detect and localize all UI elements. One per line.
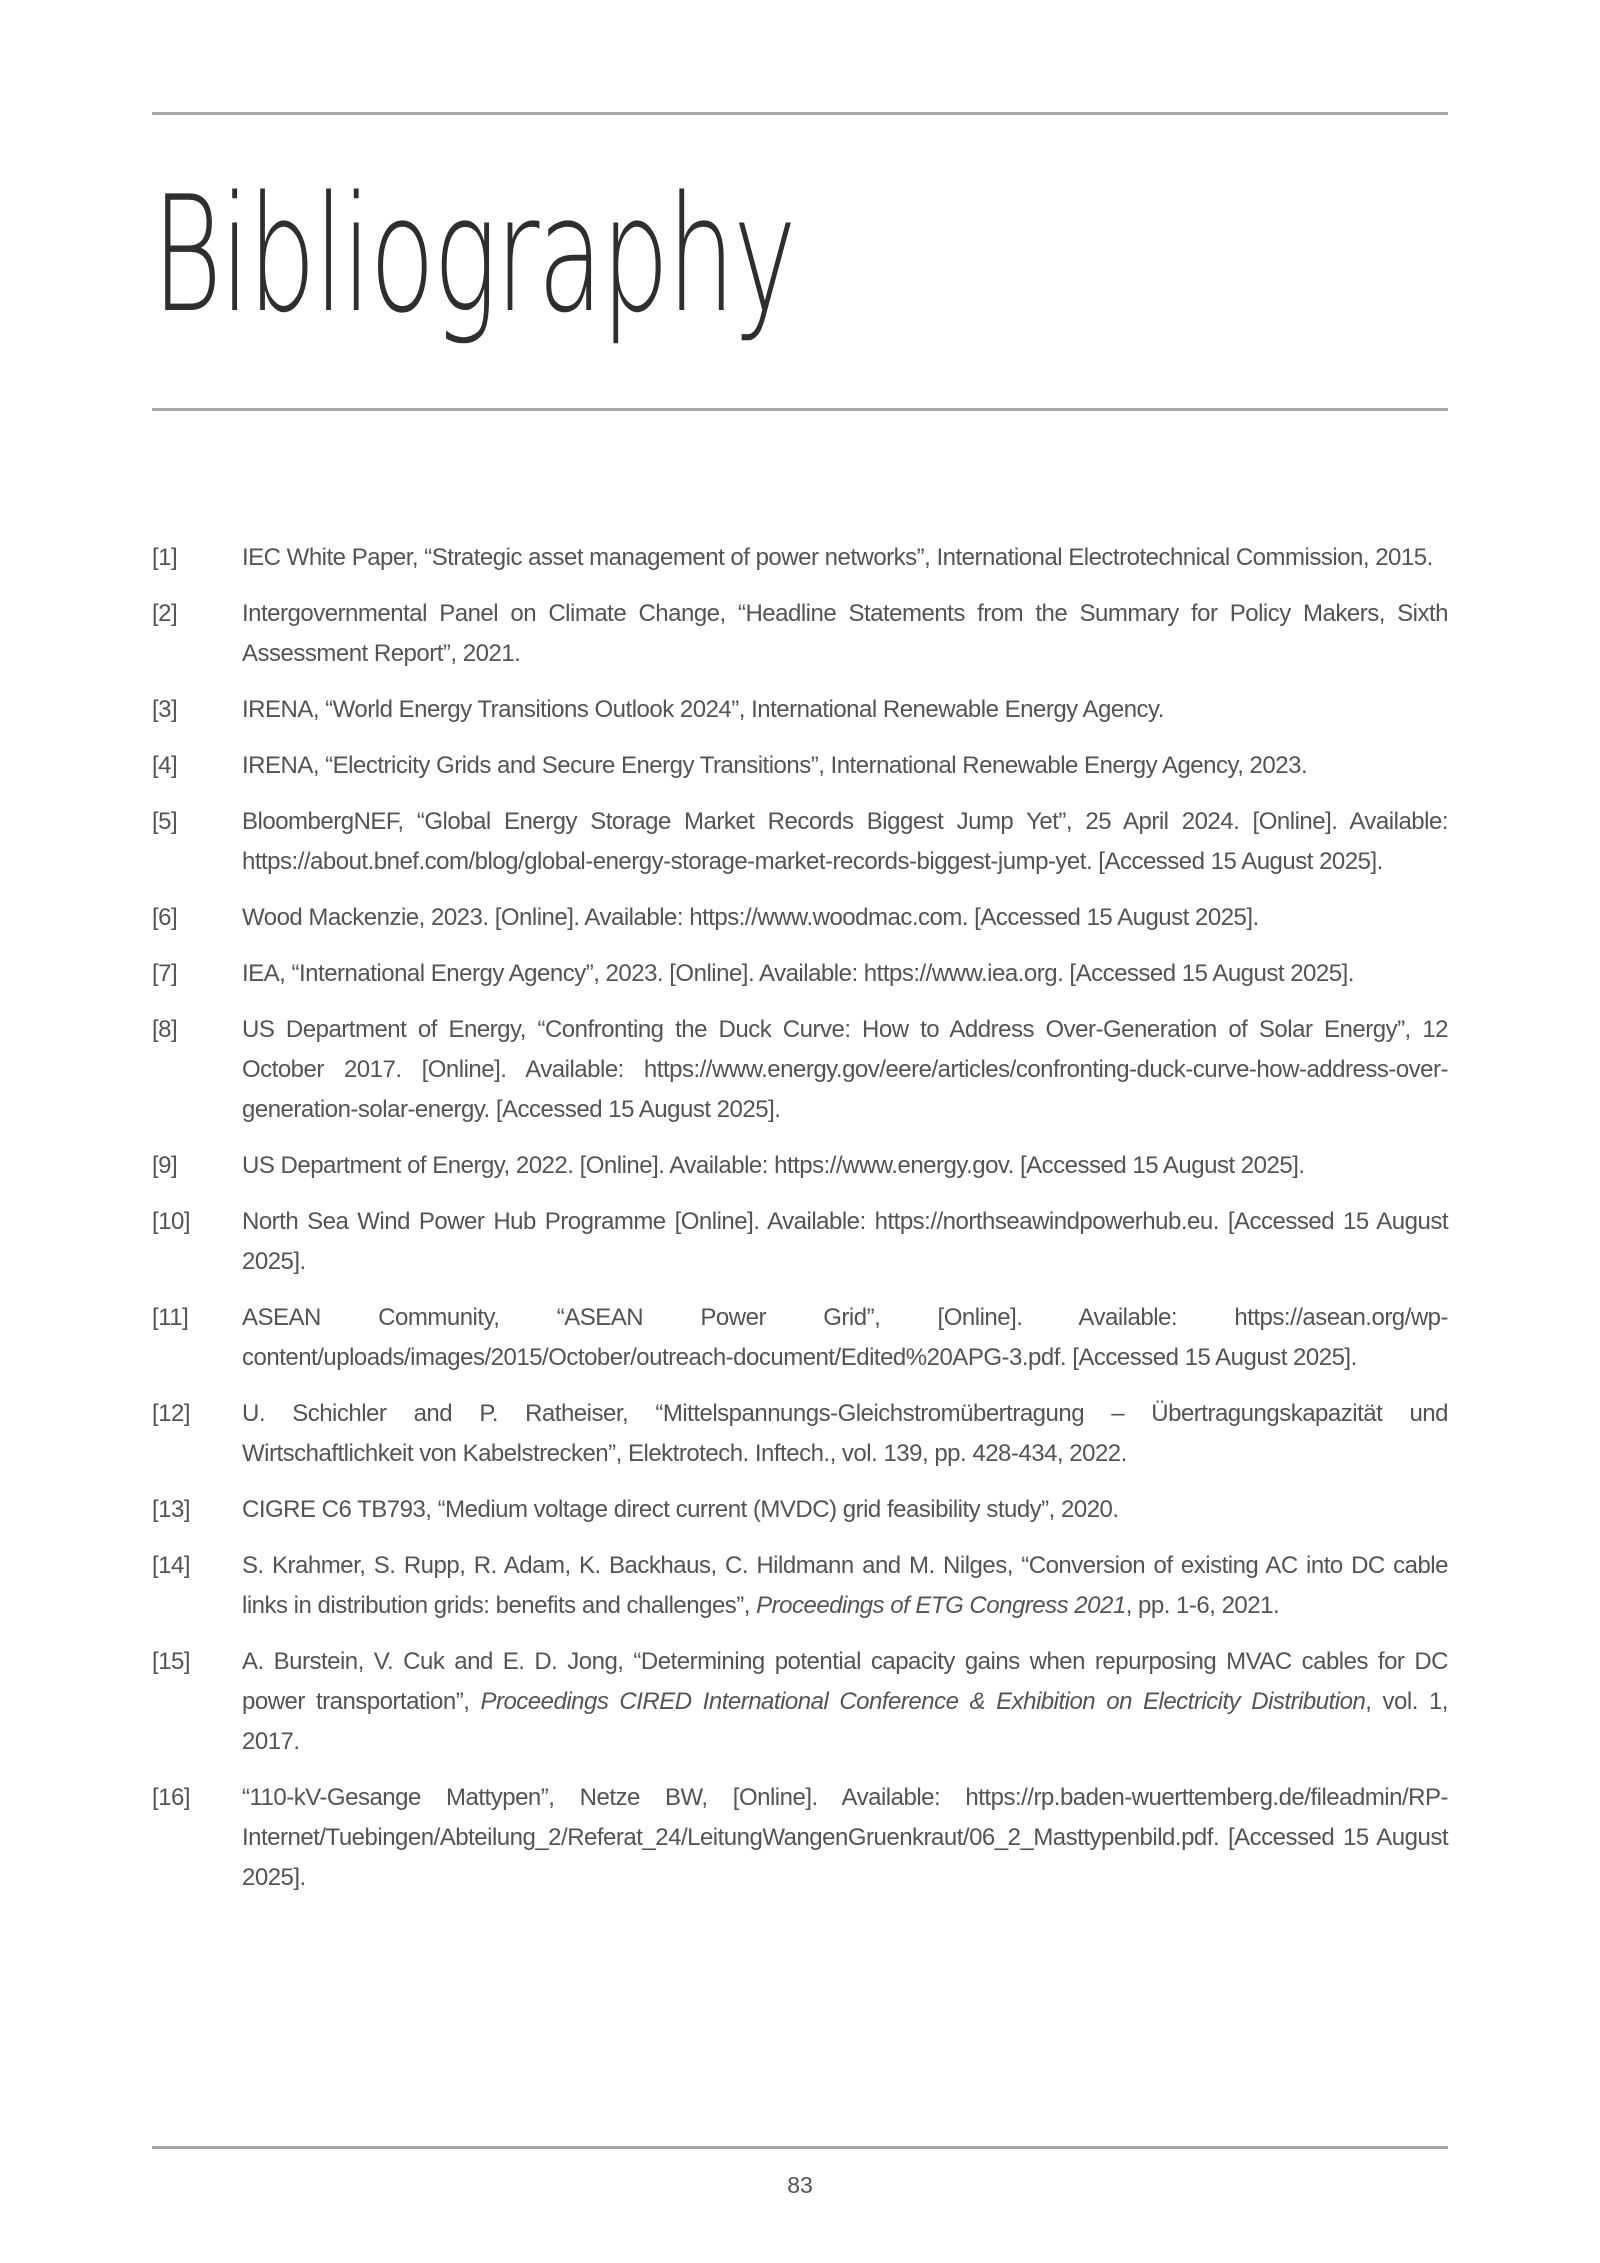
reference-label: [2] (152, 600, 178, 627)
reference-text-segment: US Department of Energy, 2022. [Online]. Available: (242, 1152, 775, 1179)
reference-item (152, 898, 1448, 938)
reference-item (152, 746, 1448, 786)
reference-label: [6] (152, 904, 178, 931)
reference-text-segment: . [Accessed 15 August 2025]. (1085, 848, 1383, 875)
reference-text (242, 746, 1448, 786)
title-underline-rule (152, 408, 1448, 411)
reference-text (242, 1394, 1448, 1474)
reference-item (152, 802, 1448, 882)
reference-text-segment: , vol. 1, 2017. (242, 1688, 1448, 1755)
reference-text-segment: Proceedings CIRED International Conference & Exhibition on Electricity Distribution (480, 1688, 1366, 1715)
reference-label: [10] (152, 1208, 191, 1235)
reference-text-segment: . [Accessed 15 August 2025]. (1059, 1344, 1357, 1371)
reference-label: [8] (152, 1016, 178, 1043)
reference-item (152, 1298, 1448, 1378)
reference-label: [13] (152, 1496, 191, 1523)
reference-text-segment: U. Schichler and P. Ratheiser, “Mittelspannungs-Gleichstromübertragung – Übertragungskapazität und Wirtschaftlichkeit von Kabelstrecken”, Elektrotech. Inftech., vol. 139, pp. 428-434, 2022. (242, 1400, 1448, 1467)
reference-list (152, 538, 1448, 1914)
reference-text-segment: A. Burstein, V. Cuk and E. D. Jong, “Determining potential capacity gains when repurposing MVAC cables for DC power transportation”, (242, 1648, 1448, 1715)
reference-text-segment: Wood Mackenzie, 2023. [Online]. Available: (242, 904, 690, 931)
reference-label: [1] (152, 544, 178, 571)
reference-text-segment: BloombergNEF, “Global Energy Storage Market Records Biggest Jump Yet”, 25 April 2024. [Online]. Available: (242, 808, 1448, 835)
reference-item (152, 690, 1448, 730)
reference-text-segment: IRENA, “World Energy Transitions Outlook 2024”, International Renewable Energy Agency. (242, 696, 1164, 723)
reference-label: [11] (152, 1304, 189, 1331)
reference-item (152, 1146, 1448, 1186)
reference-text-segment: . [Accessed 15 August 2025]. (1057, 960, 1354, 987)
reference-text-segment: . [Accessed 15 August 2025]. (242, 1208, 1448, 1275)
reference-text-segment: CIGRE C6 TB793, “Medium voltage direct current (MVDC) grid feasibility study”, 2020. (242, 1496, 1119, 1523)
footer-rule (152, 2146, 1448, 2149)
reference-text-segment: . [Accessed 15 August 2025]. (961, 904, 1259, 931)
reference-item (152, 1490, 1448, 1530)
reference-label: [3] (152, 696, 178, 723)
reference-text (242, 538, 1448, 578)
reference-item (152, 1202, 1448, 1282)
reference-text (242, 1298, 1448, 1378)
reference-label: [15] (152, 1648, 191, 1675)
reference-text-segment: North Sea Wind Power Hub Programme [Online]. Available: (242, 1208, 875, 1235)
reference-text (242, 1010, 1448, 1130)
reference-url: https://www.energy.gov (774, 1152, 1008, 1179)
chapter-title: Bibliography (152, 161, 795, 348)
reference-url: https://www.iea.org (863, 960, 1058, 987)
reference-item (152, 1010, 1448, 1130)
reference-item (152, 1642, 1448, 1762)
reference-label: [7] (152, 960, 178, 987)
reference-url: https://northseawindpowerhub.eu (874, 1208, 1213, 1235)
reference-text-segment: US Department of Energy, “Confronting the Duck Curve: How to Address Over-Generation of Solar Energy”, 12 October 2017. [Online]. Available: (242, 1016, 1448, 1083)
reference-text-segment: . [Accessed 15 August 2025]. (483, 1096, 781, 1123)
reference-text-segment: S. Krahmer, S. Rupp, R. Adam, K. Backhaus, C. Hildmann and M. Nilges, “Conversion of existing AC into DC cable links in distribution grids: benefits and challenges”, (242, 1552, 1448, 1619)
reference-label: [5] (152, 808, 178, 835)
reference-label: [16] (152, 1784, 191, 1811)
reference-item (152, 1394, 1448, 1474)
reference-item (152, 594, 1448, 674)
reference-text-segment: , pp. 1-6, 2021. (1125, 1592, 1280, 1619)
reference-text (242, 1778, 1448, 1898)
reference-item (152, 538, 1448, 578)
reference-text-segment: . [Accessed 15 August 2025]. (1007, 1152, 1305, 1179)
reference-text (242, 1490, 1448, 1530)
reference-text (242, 690, 1448, 730)
reference-text-segment: Intergovernmental Panel on Climate Change, “Headline Statements from the Summary for Policy Makers, Sixth Assessment Report”, 2021. (242, 600, 1448, 667)
reference-text (242, 802, 1448, 882)
reference-text (242, 594, 1448, 674)
reference-text (242, 1202, 1448, 1282)
reference-url: https://rp.baden-wuerttemberg.de/fileadmin/RP-Internet/Tuebingen/Abteilung_2/Referat_24/LeitungWangenGruenkraut/06_2_Masttypenbild.pdf (242, 1784, 1448, 1851)
page-number: 83 (787, 2172, 813, 2198)
reference-text-segment: . [Accessed 15 August 2025]. (242, 1824, 1448, 1891)
reference-label: [12] (152, 1400, 191, 1427)
reference-text (242, 1546, 1448, 1626)
reference-text-segment: ASEAN Community, “ASEAN Power Grid”, [Online]. Available: (242, 1304, 1235, 1331)
reference-text-segment: IEA, “International Energy Agency”, 2023. [Online]. Available: (242, 960, 864, 987)
reference-text-segment: IEC White Paper, “Strategic asset management of power networks”, International Electrotechnical Commission, 2015. (242, 544, 1433, 571)
reference-text (242, 954, 1448, 994)
reference-url: https://about.bnef.com/blog/global-energy-storage-market-records-biggest-jump-yet (242, 848, 1086, 875)
reference-text (242, 1642, 1448, 1762)
top-rule (152, 112, 1448, 115)
reference-url: https://asean.org/wp-content/uploads/images/2015/October/outreach-document/Edited%20APG-3.pdf (242, 1304, 1448, 1371)
reference-label: [14] (152, 1552, 191, 1579)
reference-item (152, 954, 1448, 994)
reference-item (152, 1546, 1448, 1626)
reference-item (152, 1778, 1448, 1898)
reference-text (242, 898, 1448, 938)
reference-label: [4] (152, 752, 178, 779)
reference-text-segment: Proceedings of ETG Congress 2021 (756, 1592, 1126, 1619)
reference-text-segment: IRENA, “Electricity Grids and Secure Energy Transitions”, International Renewable Energy Agency, 2023. (242, 752, 1308, 779)
reference-text (242, 1146, 1448, 1186)
reference-label: [9] (152, 1152, 178, 1179)
reference-url: https://www.energy.gov/eere/articles/confronting-duck-curve-how-address-over-generation-solar-energy (242, 1056, 1448, 1123)
reference-url: https://www.woodmac.com (689, 904, 962, 931)
reference-text-segment: “110-kV-Gesange Mattypen”, Netze BW, [Online]. Available: (242, 1784, 966, 1811)
